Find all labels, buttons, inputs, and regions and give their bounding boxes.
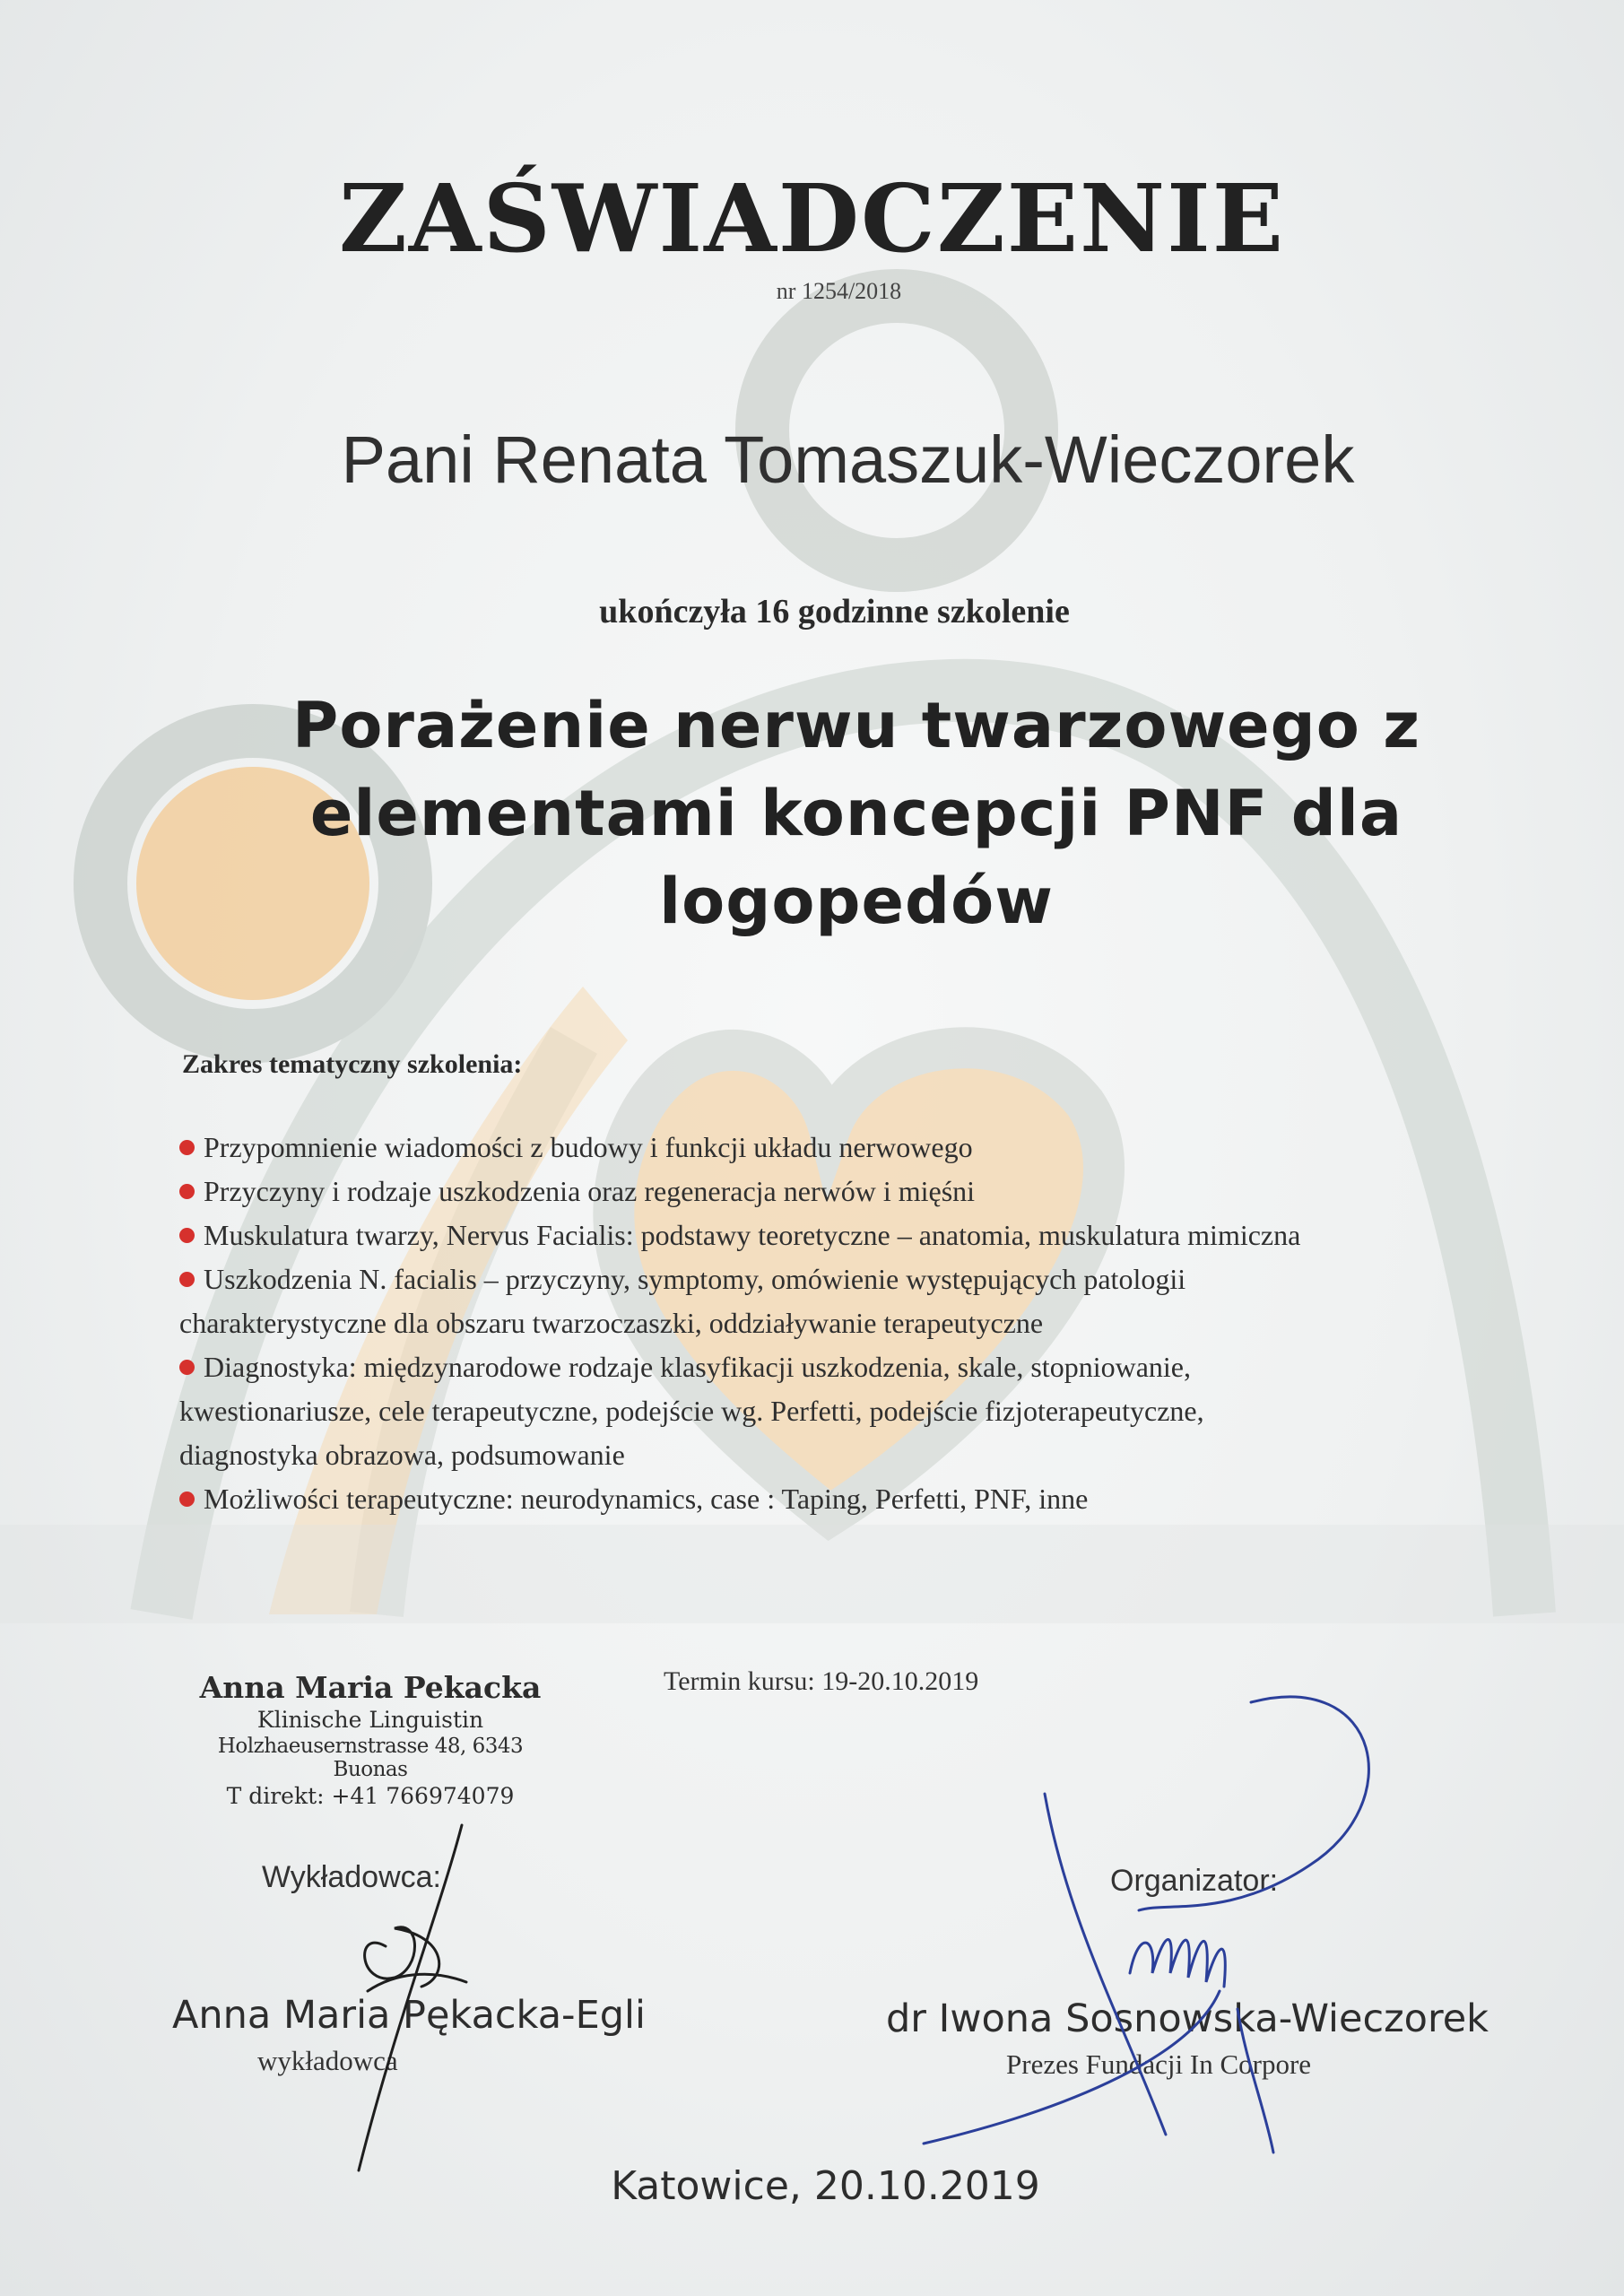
stamp-role: Klinische Linguistin [256,1707,484,1733]
red-bullet-icon [179,1184,195,1199]
topic-list [179,1126,1507,1521]
scope-heading: Zakres tematyczny szkolenia: [182,1049,523,1079]
completion-statement: ukończyła 16 godzinne szkolenie [599,593,1070,631]
course-title [206,682,1507,945]
red-bullet-icon [179,1360,195,1375]
topic-text: Muskulatura twarzy, Nervus Facialis: podstawy teoretyczne – anatomia, muskulatura mimiczna [204,1219,1301,1251]
stamp-address: Holzhaeusernstrasse 48, 6343 Buonas [217,1735,524,1781]
certificate-title: ZAŚWIADCZENIE [339,163,1285,274]
topic-text: Przyczyny i rodzaje uszkodzenia oraz regeneracja nerwów i mięśni [204,1175,976,1207]
place-and-date: Katowice, 20.10.2019 [611,2163,1040,2209]
topic-text: Możliwości terapeutyczne: neurodynamics, case : Taping, Perfetti, PNF, inne [204,1483,1089,1515]
course-title-line: Porażenie nerwu twarzowego z [292,689,1420,762]
lecturer-role: wykładowca [257,2045,398,2076]
topic-text-continued: kwestionariusze, cele terapeutyczne, podejście wg. Perfetti, podejście fizjoterapeutyczne, [179,1395,1204,1427]
red-bullet-icon [179,1228,195,1243]
topic-text-continued: charakterystyczne dla obszaru twarzoczaszki, oddziaływanie terapeutyczne [179,1307,1044,1339]
topic-text-continued: diagnostyka obrazowa, podsumowanie [179,1439,625,1471]
lecturer-stamp [187,1670,554,1809]
course-title-line: elementami koncepcji PNF dla [309,777,1403,850]
lecturer-name: Anna Maria Pękacka-Egli [172,1993,646,2038]
organizer-label: Organizator: [1110,1864,1279,1898]
certificate-number: nr 1254/2018 [776,278,902,304]
recipient-name: Pani Renata Tomaszuk-Wieczorek [341,422,1355,497]
lecturer-label: Wykładowca: [262,1860,441,1894]
topic-text: Uszkodzenia N. facialis – przyczyny, symptomy, omówienie występujących patologii [204,1263,1186,1295]
topic-item [179,1126,1507,1170]
red-bullet-icon [179,1492,195,1507]
topic-item [179,1213,1507,1257]
organizer-role: Prezes Fundacji In Corpore [1006,2048,1312,2080]
topic-item [179,1477,1507,1521]
topic-text: Przypomnienie wiadomości z budowy i funkcji układu nerwowego [204,1131,973,1163]
organizer-name: dr Iwona Sosnowska-Wieczorek [886,1996,1489,2041]
topic-item [179,1345,1507,1477]
topic-item [179,1170,1507,1213]
red-bullet-icon [179,1140,195,1155]
topic-text: Diagnostyka: międzynarodowe rodzaje klasyfikacji uszkodzenia, skale, stopniowanie, [204,1351,1191,1383]
course-date: Termin kursu: 19-20.10.2019 [664,1666,979,1696]
stamp-phone: T direkt: +41 766974079 [226,1783,515,1809]
topic-item [179,1257,1507,1345]
stamp-name: Anna Maria Pekacka [199,1670,542,1705]
red-bullet-icon [179,1272,195,1287]
course-title-line: logopedów [659,865,1054,938]
